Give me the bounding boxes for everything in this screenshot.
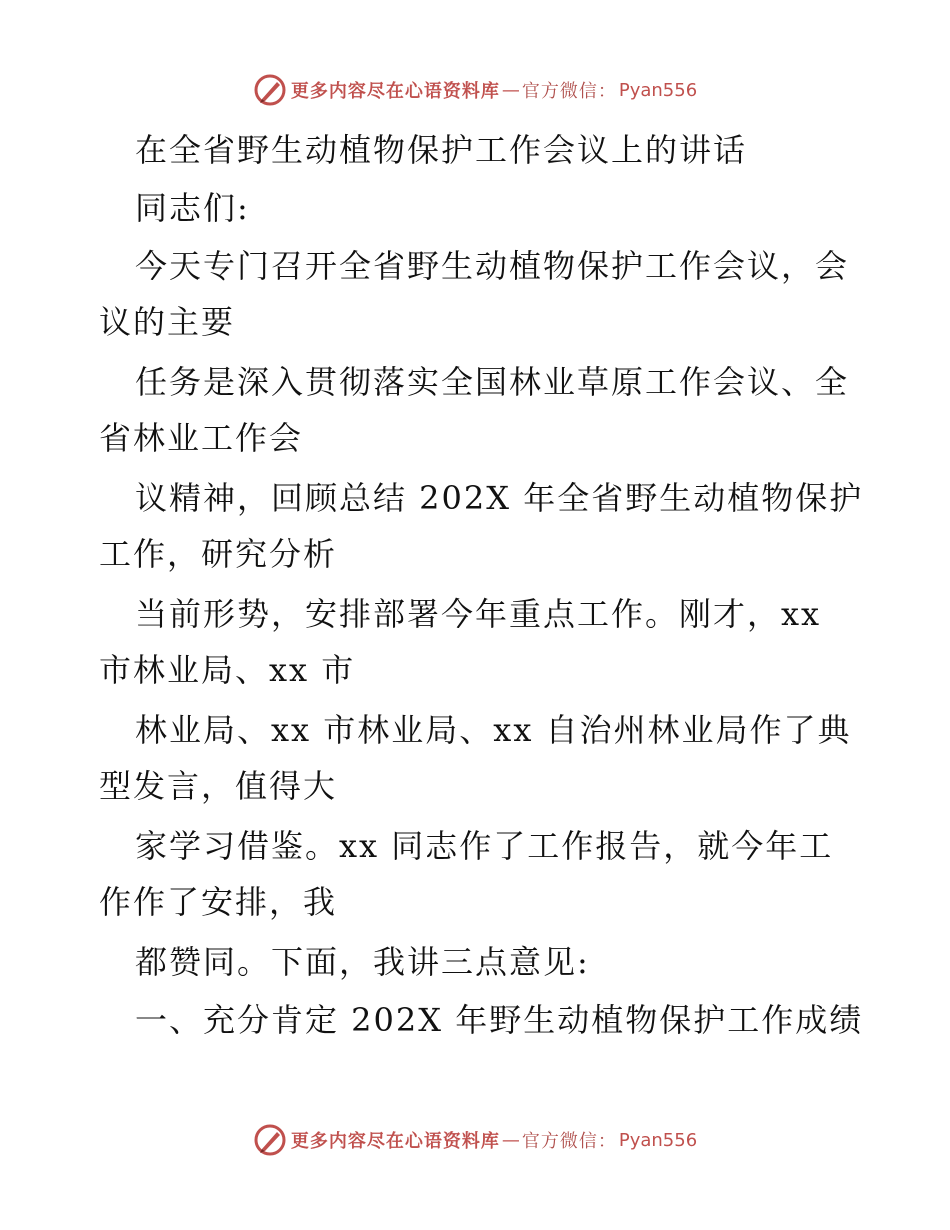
watermark-sub-text: 官方微信： [521,1131,617,1152]
pen-logo-icon [253,1123,287,1157]
salutation: 同志们: [135,189,250,227]
text-line: 工作，研究分析 [99,535,338,573]
text-line: 今天专门召开全省野生动植物保护工作会议，会 [135,247,850,285]
text-line: 都赞同。下面，我讲三点意见: [135,943,590,981]
watermark-main-text: 更多内容尽在心语资料库 [290,1131,500,1152]
watermark-dash: — [501,1129,520,1151]
text-line: 当前形势，安排部署今年重点工作。刚才，xx [135,595,822,633]
text-line: 作作了安排，我 [99,883,338,921]
watermark-sub-text: 官方微信： [521,81,617,102]
text-line: 任务是深入贯彻落实全国林业草原工作会议、全 [135,363,850,401]
document-title: 在全省野生动植物保护工作会议上的讲话 [135,131,748,169]
section-heading: 一、充分肯定 202X 年野生动植物保护工作成绩 [135,1001,864,1039]
watermark-id: Pyan556 [618,1129,698,1151]
watermark-main-text: 更多内容尽在心语资料库 [290,81,500,102]
text-line: 型发言，值得大 [99,767,338,805]
footer-watermark [0,1120,950,1160]
text-line: 议精神，回顾总结 202X 年全省野生动植物保护 [135,479,864,517]
text-line: 议的主要 [99,303,236,341]
pen-logo-icon [253,73,287,107]
text-line: 省林业工作会 [99,419,304,457]
watermark-id: Pyan556 [618,79,698,101]
text-line: 家学习借鉴。xx 同志作了工作报告，就今年工 [135,827,834,865]
header-watermark [0,70,950,110]
text-line: 林业局、xx 市林业局、xx 自治州林业局作了典 [135,711,852,749]
watermark-dash: — [501,79,520,101]
text-line: 市林业局、xx 市 [99,651,356,689]
